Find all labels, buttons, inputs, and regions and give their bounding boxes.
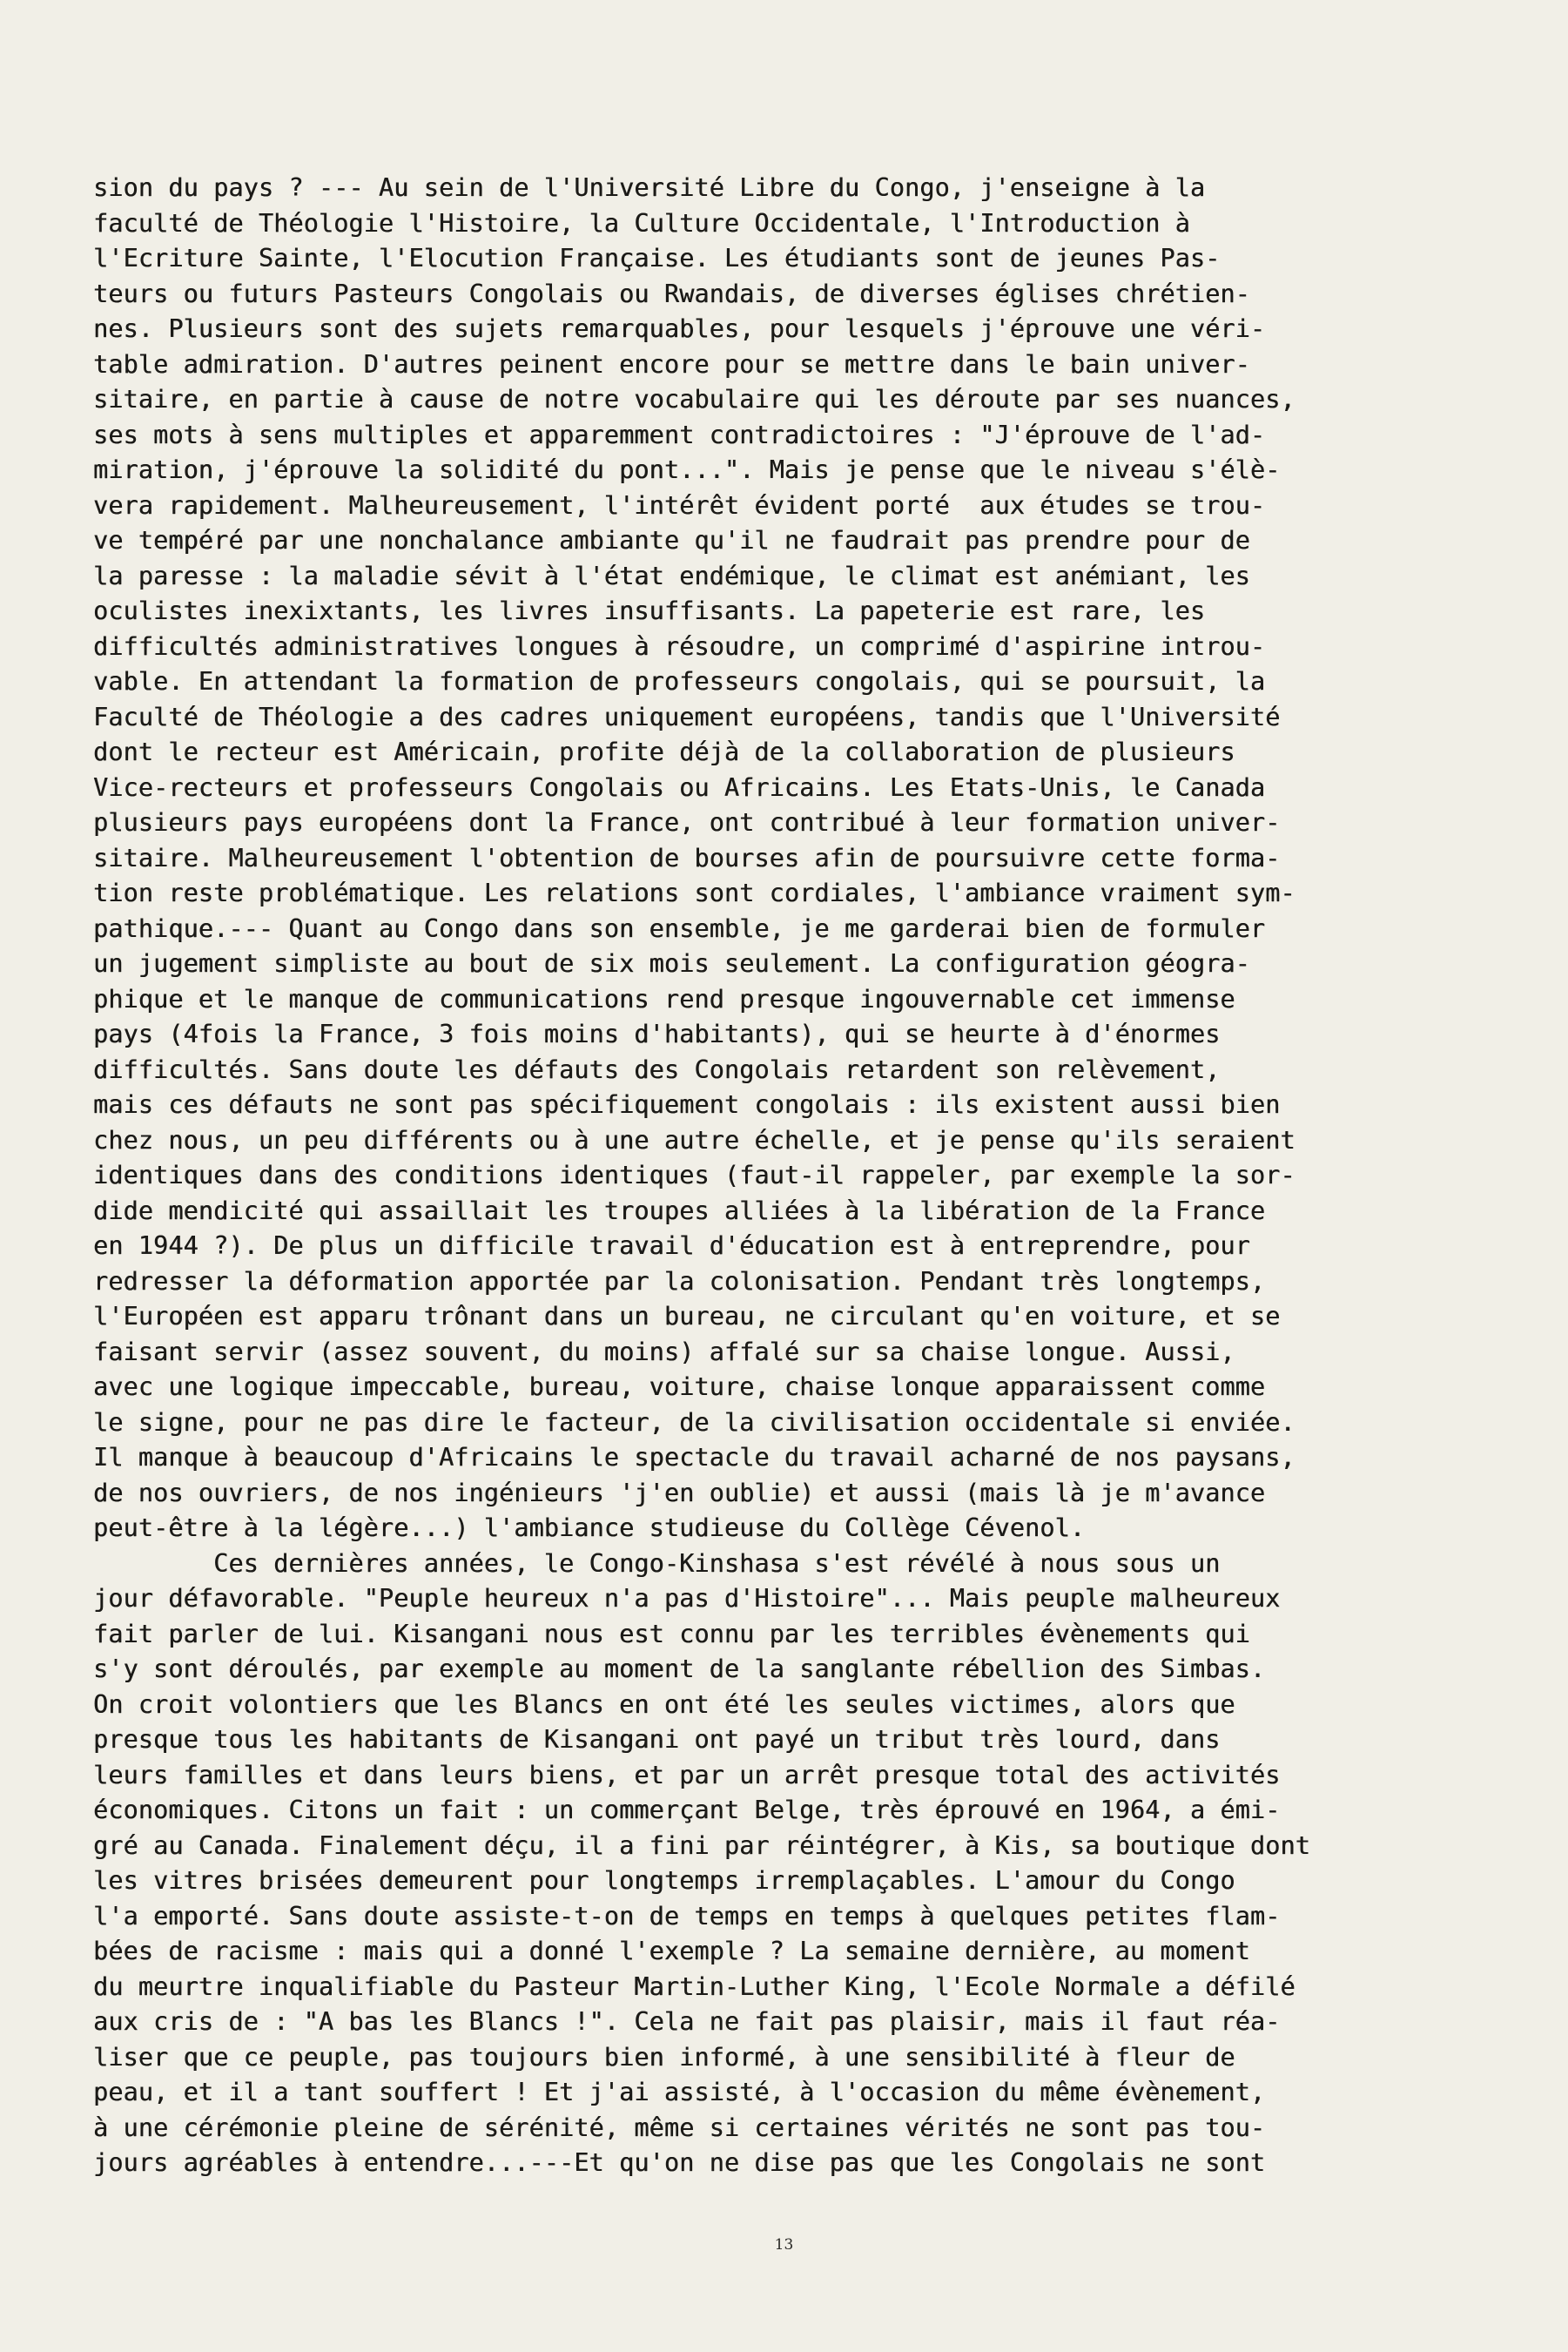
text-line: en 1944 ?). De plus un difficile travail d'éducation est à entreprendre, pour (93, 1231, 1250, 1260)
text-line: le signe, pour ne pas dire le facteur, de la civilisation occidentale si enviée. (93, 1407, 1295, 1437)
text-line: avec une logique impeccable, bureau, voiture, chaise lonque apparaissent comme (93, 1372, 1266, 1401)
text-line: liser que ce peuple, pas toujours bien informé, à une sensibilité à fleur de (93, 2042, 1235, 2072)
text-line: sitaire. Malheureusement l'obtention de bourses afin de poursuivre cette forma- (93, 843, 1281, 873)
text-line: plusieurs pays européens dont la France, ont contribué à leur formation univer- (93, 808, 1281, 837)
text-line: teurs ou futurs Pasteurs Congolais ou Rwandais, de diverses églises chrétien- (93, 279, 1250, 308)
text-line: chez nous, un peu différents ou à une autre échelle, et je pense qu'ils seraient (93, 1125, 1295, 1155)
text-line: Faculté de Théologie a des cadres uniquement européens, tandis que l'Université (93, 702, 1281, 731)
body-text (93, 171, 1451, 2181)
text-line: leurs familles et dans leurs biens, et par un arrêt presque total des activités (93, 1760, 1281, 1789)
text-line: ses mots à sens multiples et apparemment contradictoires : "J'éprouve de l'ad- (93, 420, 1266, 449)
text-line: les vitres brisées demeurent pour longtemps irremplaçables. L'amour du Congo (93, 1866, 1235, 1895)
text-line: jour défavorable. "Peuple heureux n'a pas d'Histoire"... Mais peuple malheureux (93, 1584, 1281, 1613)
text-line: faisant servir (assez souvent, du moins) affalé sur sa chaise longue. Aussi, (93, 1337, 1235, 1366)
text-line: bées de racisme : mais qui a donné l'exemple ? La semaine dernière, au moment (93, 1937, 1250, 1965)
text-line: table admiration. D'autres peinent encore pour se mettre dans le bain univer- (93, 349, 1250, 379)
text-line: l'a emporté. Sans doute assiste-t-on de temps en temps à quelques petites flam- (93, 1901, 1281, 1931)
text-line: redresser la déformation apportée par la colonisation. Pendant très longtemps, (93, 1266, 1266, 1296)
text-line: phique et le manque de communications rend presque ingouvernable cet immense (93, 984, 1235, 1014)
text-line: vable. En attendant la formation de professeurs congolais, qui se poursuit, la (93, 667, 1266, 696)
text-line: l'Ecriture Sainte, l'Elocution Française. Les étudiants sont de jeunes Pas- (93, 244, 1221, 273)
text-line: jours agréables à entendre...---Et qu'on ne dise pas que les Congolais ne sont (93, 2148, 1266, 2177)
text-line: de nos ouvriers, de nos ingénieurs 'j'en oublie) et aussi (mais là je m'avance (93, 1478, 1266, 1507)
text-line: presque tous les habitants de Kisangani ont payé un tribut très lourd, dans (93, 1725, 1221, 1754)
text-line: Ces dernières années, le Congo-Kinshasa s'est révélé à nous sous un (93, 1548, 1221, 1578)
text-line: économiques. Citons un fait : un commerçant Belge, très éprouvé en 1964, a émi- (93, 1796, 1281, 1824)
text-line: du meurtre inqualifiable du Pasteur Martin-Luther King, l'Ecole Normale a défilé (93, 1971, 1295, 2001)
text-line: l'Européen est apparu trônant dans un bureau, ne circulant qu'en voiture, et se (93, 1302, 1281, 1331)
text-line: dide mendicité qui assaillait les troupes alliées à la libération de la France (93, 1196, 1266, 1225)
text-line: à une cérémonie pleine de sérénité, même si certaines vérités ne sont pas tou- (93, 2113, 1266, 2142)
text-line: la paresse : la maladie sévit à l'état endémique, le climat est anémiant, les (93, 561, 1250, 590)
text-line: miration, j'éprouve la solidité du pont...". Mais je pense que le niveau s'élè- (93, 455, 1281, 484)
text-line: Il manque à beaucoup d'Africains le spectacle du travail acharné de nos paysans, (93, 1443, 1295, 1472)
text-line: ve tempéré par une nonchalance ambiante qu'il ne faudrait pas prendre pour de (93, 526, 1250, 555)
text-line: On croit volontiers que les Blancs en ont été les seules victimes, alors que (93, 1689, 1235, 1719)
text-line: oculistes inexixtants, les livres insuffisants. La papeterie est rare, les (93, 596, 1206, 625)
text-line: difficultés administratives longues à résoudre, un comprimé d'aspirine introu- (93, 631, 1266, 661)
text-line: pathique.--- Quant au Congo dans son ensemble, je me garderai bien de formuler (93, 913, 1266, 943)
text-line: vera rapidement. Malheureusement, l'intérêt évident porté aux études se trou- (93, 490, 1266, 520)
text-line: Vice-recteurs et professeurs Congolais ou Africains. Les Etats-Unis, le Canada (93, 772, 1266, 802)
text-line: s'y sont déroulés, par exemple au moment de la sanglante rébellion des Simbas. (93, 1654, 1266, 1683)
text-line: dont le recteur est Américain, profite déjà de la collaboration de plusieurs (93, 738, 1235, 766)
page-number: 13 (774, 2236, 794, 2254)
text-line: un jugement simpliste au bout de six mois seulement. La configuration géogra- (93, 949, 1250, 978)
text-line: gré au Canada. Finalement déçu, il a fini par réintégrer, à Kis, sa boutique dont (93, 1830, 1310, 1860)
text-line: fait parler de lui. Kisangani nous est connu par les terribles évènements qui (93, 1619, 1250, 1648)
text-line: mais ces défauts ne sont pas spécifiquement congolais : ils existent aussi bien (93, 1090, 1281, 1119)
text-line: identiques dans des conditions identiques (faut-il rappeler, par exemple la sor- (93, 1161, 1295, 1189)
text-line: aux cris de : "A bas les Blancs !". Cela ne fait pas plaisir, mais il faut réa- (93, 2007, 1281, 2036)
text-line: difficultés. Sans doute les défauts des Congolais retardent son relèvement, (93, 1055, 1221, 1084)
text-line: peau, et il a tant souffert ! Et j'ai assisté, à l'occasion du même évènement, (93, 2078, 1266, 2106)
text-line: peut-être à la légère...) l'ambiance studieuse du Collège Cévenol. (93, 1513, 1086, 1542)
text-line: sion du pays ? --- Au sein de l'Université Libre du Congo, j'enseigne à la (93, 173, 1206, 202)
text-line: sitaire, en partie à cause de notre vocabulaire qui les déroute par ses nuances, (93, 385, 1295, 414)
text-line: tion reste problématique. Les relations sont cordiales, l'ambiance vraiment sym- (93, 879, 1295, 907)
text-line: pays (4fois la France, 3 fois moins d'habitants), qui se heurte à d'énormes (93, 1020, 1221, 1048)
text-line: nes. Plusieurs sont des sujets remarquables, pour lesquels j'éprouve une véri- (93, 314, 1266, 343)
text-line: faculté de Théologie l'Histoire, la Culture Occidentale, l'Introduction à (93, 208, 1190, 238)
